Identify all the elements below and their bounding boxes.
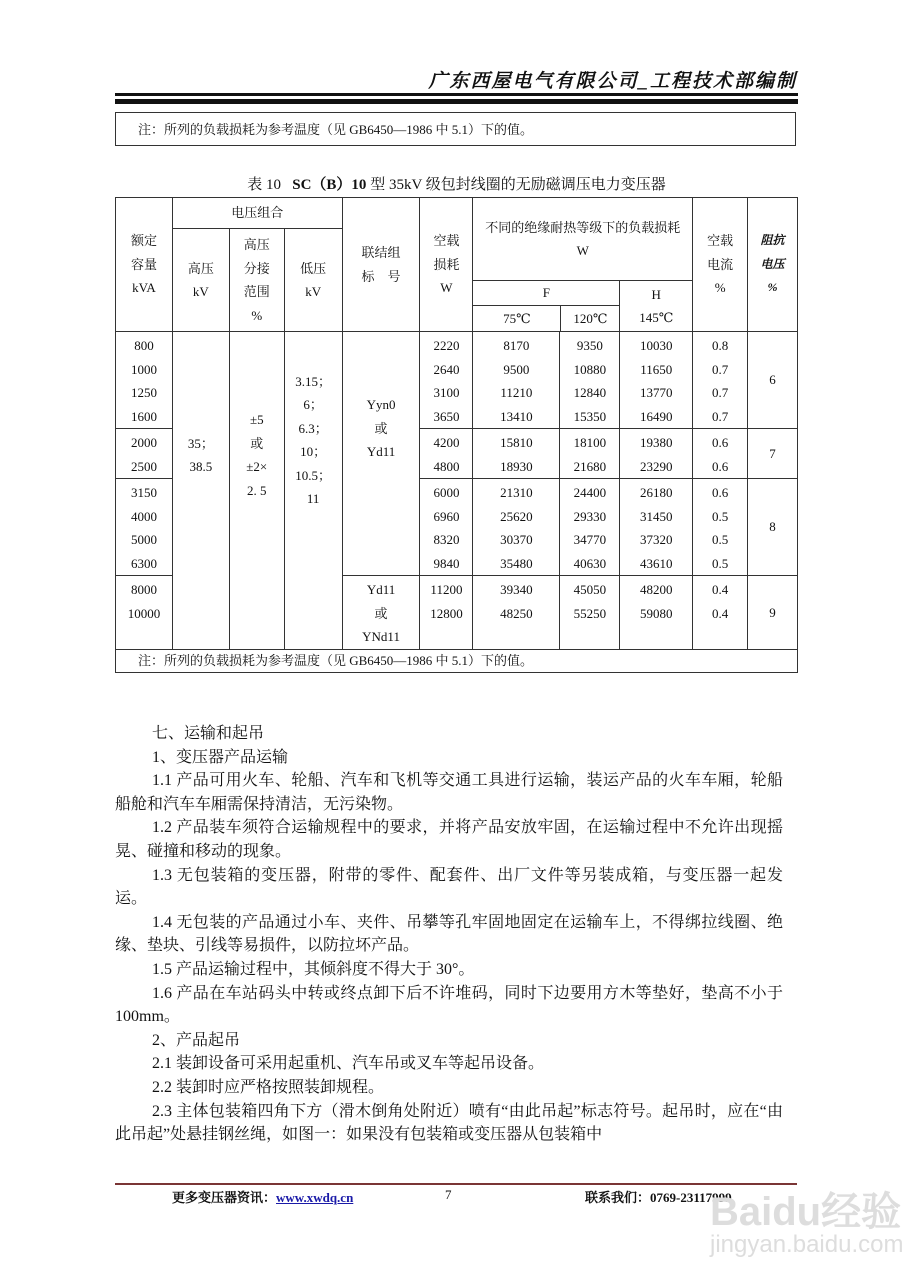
cell-line: 18100 <box>573 435 607 450</box>
cell-line: 3100 <box>433 385 460 400</box>
cell-line: 2500 <box>130 458 157 474</box>
cell-line: 0.7 <box>711 361 729 377</box>
body-text <box>115 722 783 1147</box>
paragraph: 2.2 装卸时应严格按照装卸规程。 <box>152 1078 385 1096</box>
f75-cell <box>473 576 560 650</box>
footer-contact: 联系我们：0769-23117999 <box>585 1190 732 1205</box>
cell-line: 31450 <box>639 508 673 524</box>
cell-line: 6.3； <box>298 420 328 436</box>
cell-line: 容量 <box>130 256 157 272</box>
cell-line: 或 <box>374 605 388 621</box>
cell-line: 4000 <box>130 508 157 524</box>
header-impedance <box>748 198 798 332</box>
cell-line: 26180 <box>639 485 673 500</box>
f75-cell <box>473 332 560 429</box>
cell-line: ±5 <box>249 412 264 428</box>
cell-line: 0.6 <box>711 435 729 450</box>
f75-cell <box>473 479 560 576</box>
table-caption: 表 10 SC（B）10 型 35kV 级包封线圈的无励磁调压电力变压器 <box>247 177 666 193</box>
cell-line: 15810 <box>500 435 533 450</box>
paragraph: 1.4 无包装的产品通过小车、夹件、吊攀等孔牢固地固定在运输车上，不得绑拉线圈、绝缘、垫块、引线等易损件，以防拉坏产品。 <box>115 913 783 955</box>
cell-line: 范围 <box>243 284 270 299</box>
cell-line: 0.4 <box>711 582 729 597</box>
cell-line: 21680 <box>573 458 607 474</box>
header-rule-thick <box>115 99 798 104</box>
cell-line: 11200 <box>430 582 463 597</box>
cell-line: 3150 <box>130 485 157 500</box>
header-connection <box>342 198 420 332</box>
cell-line: 2640 <box>433 361 460 377</box>
cell-line: 空载 <box>707 233 734 249</box>
footer-rule <box>115 1183 797 1185</box>
f75-cell <box>473 429 560 479</box>
cell-line: 6960 <box>433 508 460 524</box>
cell-line: 1600 <box>130 408 157 424</box>
cell-line: 0.7 <box>711 408 729 424</box>
cell-line: 6000 <box>433 485 460 500</box>
cell-line: % <box>714 280 726 296</box>
page-number: 7 <box>445 1187 452 1202</box>
cell-line: 6300 <box>130 555 157 571</box>
cell-line: 21310 <box>500 485 533 500</box>
header-load-loss <box>473 198 693 281</box>
table-note: 注：所列的负载损耗为参考温度（见 GB6450—1986 中 5.1）下的值。 <box>116 649 798 672</box>
cell-line: Yd11 <box>366 582 396 597</box>
header-75c: 75℃ <box>473 306 561 331</box>
cell-line: kVA <box>132 280 156 296</box>
p0-cell <box>420 332 473 429</box>
cell-line: 40630 <box>573 555 607 571</box>
cell-line: 3650 <box>433 408 460 424</box>
header-lv <box>284 229 342 332</box>
cell-line: 11650 <box>640 361 673 377</box>
cell-line: 3.15； <box>295 373 332 389</box>
impedance-cell: 6 <box>748 332 798 429</box>
paragraph: 1.1 产品可用火车、轮船、汽车和飞机等交通工具进行运输，装运产品的火车车厢，轮船船舱和汽车车厢需保持清洁，无污染物。 <box>115 772 783 813</box>
header-120c: 120℃ <box>573 311 608 326</box>
header-capacity <box>116 198 173 332</box>
cell-line: 高压 <box>243 237 270 252</box>
cell-line: 4800 <box>433 458 460 474</box>
capacity-cell <box>116 332 173 429</box>
cell-line: 空载 <box>433 233 460 249</box>
capacity-cell <box>116 479 173 576</box>
transformer-spec-table <box>115 197 798 673</box>
cell-line: 39340 <box>500 582 533 597</box>
cell-line: 标 号 <box>361 268 401 284</box>
cell-line: 2000 <box>130 435 157 450</box>
header-noload-loss <box>420 198 473 332</box>
header-tap <box>229 229 284 332</box>
header-noload-current <box>693 198 748 332</box>
top-note: 注：所列的负载损耗为参考温度（见 GB6450—1986 中 5.1）下的值。 <box>115 112 796 146</box>
h145-cell <box>620 479 693 576</box>
header-hv <box>172 229 229 332</box>
cell-line: 13770 <box>639 385 673 400</box>
cell-line: 高压 <box>187 260 214 276</box>
cell-line: Yyn0 <box>366 397 396 413</box>
cell-line: 4200 <box>433 435 460 450</box>
cell-line: 1250 <box>130 385 157 400</box>
section-heading: 七、运输和起吊 <box>152 725 265 742</box>
f120-cell <box>560 479 620 576</box>
cell-line: 9840 <box>433 555 460 571</box>
paragraph: 2、产品起吊 <box>152 1031 241 1049</box>
p0-cell <box>420 479 473 576</box>
cell-line: 13410 <box>500 408 533 424</box>
cell-line: 37320 <box>639 532 673 547</box>
cell-line: W <box>440 280 453 296</box>
cell-line: 35； <box>187 435 214 451</box>
website-link[interactable]: www.xwdq.cn <box>276 1190 354 1205</box>
cell-line: 10880 <box>573 361 607 377</box>
f120-cell <box>560 429 620 479</box>
cell-line: 5000 <box>130 532 157 547</box>
cell-line: % <box>767 280 778 295</box>
cell-line: 6； <box>303 397 323 413</box>
paragraph: 1.3 无包装箱的变压器，附带的零件、配套件、出厂文件等另装成箱，与变压器一起发运。 <box>115 866 783 908</box>
cell-line: 800 <box>134 338 154 353</box>
cell-line: 12840 <box>573 385 607 400</box>
footer-more: 更多变压器资讯：www.xwdq.cn <box>172 1190 354 1205</box>
company-header: 广东西屋电气有限公司_工程技术部编制 <box>428 71 797 92</box>
cell-line: 或 <box>250 435 264 451</box>
cell-line: 8000 <box>130 582 157 597</box>
cell-line: 低压 <box>300 260 327 276</box>
h145-cell <box>620 576 693 650</box>
cell-line: 45050 <box>573 582 607 597</box>
cell-line: 1000 <box>130 361 157 377</box>
p0-cell <box>420 429 473 479</box>
cell-line: 不同的绝缘耐热等级下的负载损耗 <box>485 219 681 235</box>
cell-line: kV <box>192 284 209 299</box>
header-voltage-group: 电压组合 <box>172 198 342 229</box>
tap-cell <box>229 332 284 650</box>
cell-line: 16490 <box>639 408 673 424</box>
h145-cell <box>620 332 693 429</box>
cell-line: 48200 <box>639 582 673 597</box>
impedance-cell: 9 <box>748 576 798 650</box>
cell-line: 联结组 <box>361 245 401 260</box>
cell-line: 19380 <box>639 435 673 450</box>
cell-line: 8170 <box>503 338 530 353</box>
cell-line: 10000 <box>127 605 161 621</box>
cell-line: 0.5 <box>711 532 729 547</box>
cell-line: 59080 <box>639 605 673 621</box>
paragraph: 1、变压器产品运输 <box>152 748 289 766</box>
header-class-h: H 145℃ <box>620 281 693 332</box>
connection-cell <box>342 332 420 576</box>
paragraph: 1.5 产品运输过程中，其倾斜度不得大于 30°。 <box>152 960 475 978</box>
cell-line: 29330 <box>573 508 607 524</box>
cell-line: % <box>251 307 263 323</box>
cell-line: 0.4 <box>711 605 729 621</box>
cell-line: 损耗 <box>433 256 460 272</box>
cell-line: 2220 <box>433 338 460 353</box>
cell-line: 55250 <box>573 605 607 621</box>
cell-line: 24400 <box>573 485 607 500</box>
paragraph: 2.1 装卸设备可采用起重机、汽车吊或叉车等起吊设备。 <box>152 1055 545 1073</box>
lv-cell <box>284 332 342 650</box>
cell-line: W <box>576 243 589 258</box>
i0-cell <box>693 576 748 650</box>
impedance-cell: 8 <box>748 479 798 576</box>
baidu-watermark: Baidu经验 jingyan.baidu.com <box>710 1190 904 1258</box>
cell-line: 9500 <box>503 361 530 377</box>
cell-line: 15350 <box>573 408 607 424</box>
cell-line: 12800 <box>430 605 463 621</box>
header-rule <box>115 93 798 96</box>
cell-line: 0.8 <box>711 338 729 353</box>
capacity-cell <box>116 576 173 650</box>
f120-cell <box>560 332 620 429</box>
i0-cell <box>693 429 748 479</box>
cell-line: 0.6 <box>711 458 729 474</box>
p0-cell <box>420 576 473 650</box>
cell-line: 0.7 <box>711 385 729 400</box>
header-class-f: F <box>473 281 619 306</box>
cell-line: 8320 <box>433 532 460 547</box>
cell-line: 分接 <box>243 260 270 276</box>
cell-line: 额定 <box>130 233 157 249</box>
hv-cell <box>172 332 229 650</box>
paragraph: 1.2 产品装车须符合运输规程中的要求，并将产品安放牢固，在运输过程中不允许出现摇晃、碰撞和移动的现象。 <box>115 819 783 860</box>
cell-line: 10.5； <box>295 467 332 483</box>
cell-line: kV <box>305 284 322 299</box>
paragraph: 1.6 产品在车站码头中转或终点卸下后不许堆码，同时下边要用方木等垫好，垫高不小于 100mm。 <box>115 984 783 1026</box>
cell-line: 18930 <box>500 458 533 474</box>
connection-cell <box>342 576 420 650</box>
cell-line: 11210 <box>500 385 533 400</box>
cell-line: 35480 <box>500 555 533 571</box>
table-row-group <box>116 332 798 429</box>
cell-line: Yd11 <box>366 444 396 460</box>
cell-line: 10； <box>300 444 327 460</box>
cell-line: 30370 <box>500 532 533 547</box>
cell-line: 电流 <box>707 256 734 272</box>
cell-line: 10030 <box>639 338 673 353</box>
impedance-cell: 7 <box>748 429 798 479</box>
cell-line: 38.5 <box>189 459 213 475</box>
i0-cell <box>693 479 748 576</box>
paragraph: 2.3 主体包装箱四角下方（滑木倒角处附近）喷有“由此吊起”标志符号。起吊时，应在“由此吊起”处悬挂钢丝绳，如图一：如果没有包装箱或变压器从包装箱中 <box>115 1102 783 1144</box>
h145-cell <box>620 429 693 479</box>
cell-line: 9350 <box>576 338 603 353</box>
cell-line: 25620 <box>500 508 533 524</box>
cell-line: 2. 5 <box>247 482 267 498</box>
i0-cell <box>693 332 748 429</box>
cell-line: 34770 <box>573 532 607 547</box>
f120-cell <box>560 576 620 650</box>
capacity-cell <box>116 429 173 479</box>
cell-line: 43610 <box>639 555 673 571</box>
cell-line: ±2× <box>246 459 268 475</box>
cell-line: YNd11 <box>362 629 400 644</box>
cell-line: 电压 <box>760 256 785 271</box>
cell-line: 23290 <box>639 458 673 474</box>
cell-line: 0.5 <box>711 508 729 524</box>
cell-line: 0.5 <box>711 555 729 571</box>
cell-line: 11 <box>306 491 320 507</box>
cell-line: 48250 <box>500 605 533 621</box>
cell-line: 或 <box>374 420 388 436</box>
cell-line: 0.6 <box>711 485 729 500</box>
cell-line: 阻抗 <box>760 233 785 248</box>
